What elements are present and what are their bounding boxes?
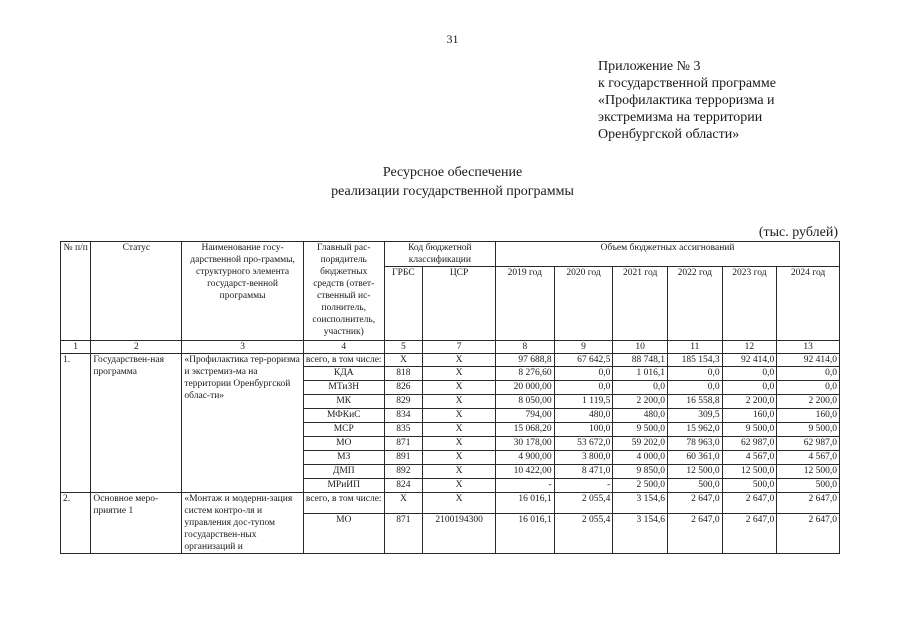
title-line: реализации государственной программы — [331, 184, 574, 199]
row-admin: МРиИП — [303, 479, 384, 493]
row-value: 9 500,0 — [722, 423, 777, 437]
row-value: 88 748,1 — [613, 354, 668, 367]
row-value: 0,0 — [777, 367, 840, 381]
row-value: 160,0 — [722, 409, 777, 423]
col-number: 3 — [182, 341, 303, 354]
resource-table — [60, 241, 840, 554]
row-csr: Х — [423, 423, 496, 437]
header-year: 2020 год — [554, 267, 613, 341]
row-value: 0,0 — [722, 367, 777, 381]
row-value: 0,0 — [722, 381, 777, 395]
row-value: 20 000,00 — [495, 381, 554, 395]
row-value: 500,0 — [667, 479, 722, 493]
row-value: 500,0 — [722, 479, 777, 493]
header-year: 2024 год — [777, 267, 840, 341]
col-number: 1 — [61, 341, 91, 354]
row-csr: Х — [423, 354, 496, 367]
row-value: 2 200,0 — [613, 395, 668, 409]
row-value: 16 016,1 — [495, 514, 554, 554]
row-value: 2 055,4 — [554, 493, 613, 514]
row-grbs: 871 — [384, 437, 422, 451]
row-value: 2 200,0 — [777, 395, 840, 409]
row-admin: КДА — [303, 367, 384, 381]
row-value: 1 119,5 — [554, 395, 613, 409]
row-value: 12 500,0 — [777, 465, 840, 479]
row-value: 2 647,0 — [667, 514, 722, 554]
appendix-line: «Профилактика терроризма и — [598, 93, 775, 108]
row-value: 97 688,8 — [495, 354, 554, 367]
row-status: Основное меро-приятие 1 — [91, 493, 182, 554]
header-code-group: Код бюджетной классификации — [384, 242, 495, 267]
col-number: 2 — [91, 341, 182, 354]
header-name: Наименование госу-дарственной про-граммы, структурного элемента государст-венной программы — [182, 242, 303, 341]
row-value: 15 962,0 — [667, 423, 722, 437]
header-volume-group: Объем бюджетных ассигнований — [495, 242, 839, 267]
row-csr: Х — [423, 381, 496, 395]
row-value: - — [495, 479, 554, 493]
document-title — [0, 163, 905, 201]
row-grbs: 818 — [384, 367, 422, 381]
row-value: 794,00 — [495, 409, 554, 423]
row-grbs: 834 — [384, 409, 422, 423]
title-line: Ресурсное обеспечение — [382, 165, 523, 180]
row-grbs: 892 — [384, 465, 422, 479]
appendix-line: экстремизма на территории — [598, 110, 763, 125]
header-year: 2021 год — [613, 267, 668, 341]
header-num: № п/п — [61, 242, 91, 341]
row-csr: Х — [423, 367, 496, 381]
row-value: 2 647,0 — [722, 514, 777, 554]
row-value: 3 154,6 — [613, 514, 668, 554]
row-value: 16 016,1 — [495, 493, 554, 514]
appendix-line: Приложение № 3 — [598, 59, 701, 74]
row-admin: всего, в том числе: — [303, 493, 384, 514]
row-value: 4 567,0 — [777, 451, 840, 465]
row-value: - — [554, 479, 613, 493]
header-year: 2022 год — [667, 267, 722, 341]
row-admin: всего, в том числе: — [303, 354, 384, 367]
row-value: 92 414,0 — [722, 354, 777, 367]
row-csr: Х — [423, 437, 496, 451]
row-grbs: 871 — [384, 514, 422, 554]
row-value: 160,0 — [777, 409, 840, 423]
row-value: 60 361,0 — [667, 451, 722, 465]
row-grbs: 824 — [384, 479, 422, 493]
row-value: 8 050,00 — [495, 395, 554, 409]
row-value: 3 154,6 — [613, 493, 668, 514]
row-value: 185 154,3 — [667, 354, 722, 367]
table-row — [61, 493, 840, 514]
row-admin: МТиЗН — [303, 381, 384, 395]
col-number: 4 — [303, 341, 384, 354]
row-csr: Х — [423, 493, 496, 514]
row-value: 62 987,0 — [722, 437, 777, 451]
row-admin: МО — [303, 437, 384, 451]
row-number: 2. — [61, 493, 91, 554]
units-label: (тыс. рублей) — [758, 225, 838, 240]
row-value: 0,0 — [554, 367, 613, 381]
row-csr: Х — [423, 465, 496, 479]
row-value: 4 000,0 — [613, 451, 668, 465]
row-admin: МСР — [303, 423, 384, 437]
row-value: 2 200,0 — [722, 395, 777, 409]
row-value: 78 963,0 — [667, 437, 722, 451]
row-value: 3 800,0 — [554, 451, 613, 465]
row-value: 2 055,4 — [554, 514, 613, 554]
row-grbs: 835 — [384, 423, 422, 437]
row-value: 0,0 — [777, 381, 840, 395]
row-csr: Х — [423, 451, 496, 465]
row-status: Государствен-ная программа — [91, 354, 182, 493]
row-admin: МО — [303, 514, 384, 554]
row-name: «Профилактика тер-роризма и экстремиз-ма на территории Оренбургской облас-ти» — [182, 354, 303, 493]
row-value: 9 850,0 — [613, 465, 668, 479]
table-body — [61, 354, 840, 554]
appendix-line: Оренбургской области» — [598, 127, 740, 142]
col-number: 7 — [423, 341, 496, 354]
row-value: 10 422,00 — [495, 465, 554, 479]
row-value: 2 500,0 — [613, 479, 668, 493]
row-admin: ДМП — [303, 465, 384, 479]
row-value: 4 567,0 — [722, 451, 777, 465]
row-csr: 2100194300 — [423, 514, 496, 554]
row-grbs: 829 — [384, 395, 422, 409]
row-value: 16 558,8 — [667, 395, 722, 409]
col-number: 10 — [613, 341, 668, 354]
row-value: 0,0 — [613, 381, 668, 395]
row-grbs: 891 — [384, 451, 422, 465]
col-number: 9 — [554, 341, 613, 354]
row-value: 9 500,0 — [613, 423, 668, 437]
row-value: 53 672,0 — [554, 437, 613, 451]
header-status: Статус — [91, 242, 182, 341]
row-value: 9 500,0 — [777, 423, 840, 437]
row-value: 92 414,0 — [777, 354, 840, 367]
row-value: 2 647,0 — [777, 493, 840, 514]
row-value: 309,5 — [667, 409, 722, 423]
row-value: 62 987,0 — [777, 437, 840, 451]
header-year: 2019 год — [495, 267, 554, 341]
row-csr: Х — [423, 409, 496, 423]
row-value: 8 471,0 — [554, 465, 613, 479]
col-number: 8 — [495, 341, 554, 354]
row-admin: МК — [303, 395, 384, 409]
row-grbs: Х — [384, 493, 422, 514]
row-value: 2 647,0 — [667, 493, 722, 514]
row-value: 12 500,0 — [667, 465, 722, 479]
header-admin: Главный рас-порядитель бюджетных средств (ответ-ственный ис-полнитель, соисполнитель, участник) — [303, 242, 384, 341]
col-number: 13 — [777, 341, 840, 354]
row-value: 8 276,60 — [495, 367, 554, 381]
row-value: 0,0 — [667, 367, 722, 381]
appendix-line: к государственной программе — [598, 76, 776, 91]
row-grbs: 826 — [384, 381, 422, 395]
row-value: 1 016,1 — [613, 367, 668, 381]
row-value: 500,0 — [777, 479, 840, 493]
header-csr: ЦСР — [423, 267, 496, 341]
row-value: 4 900,00 — [495, 451, 554, 465]
row-csr: Х — [423, 395, 496, 409]
row-admin: МЗ — [303, 451, 384, 465]
table-row — [61, 354, 840, 367]
row-value: 0,0 — [554, 381, 613, 395]
row-name: «Монтаж и модерни-зация систем контро-ля и управления дос-тупом государствен-ных организаций и — [182, 493, 303, 554]
column-number-row — [61, 341, 840, 354]
row-value: 480,0 — [613, 409, 668, 423]
row-value: 67 642,5 — [554, 354, 613, 367]
col-number: 12 — [722, 341, 777, 354]
col-number: 5 — [384, 341, 422, 354]
row-value: 12 500,0 — [722, 465, 777, 479]
row-admin: МФКиС — [303, 409, 384, 423]
row-value: 59 202,0 — [613, 437, 668, 451]
appendix-block — [598, 58, 776, 143]
table-header — [61, 242, 840, 354]
row-value: 2 647,0 — [722, 493, 777, 514]
header-year: 2023 год — [722, 267, 777, 341]
page-number: 31 — [446, 32, 459, 46]
row-value: 15 068,20 — [495, 423, 554, 437]
header-grbs: ГРБС — [384, 267, 422, 341]
row-csr: Х — [423, 479, 496, 493]
row-value: 30 178,00 — [495, 437, 554, 451]
row-value: 100,0 — [554, 423, 613, 437]
row-value: 2 647,0 — [777, 514, 840, 554]
row-value: 0,0 — [667, 381, 722, 395]
row-grbs: Х — [384, 354, 422, 367]
col-number: 11 — [667, 341, 722, 354]
row-value: 480,0 — [554, 409, 613, 423]
row-number: 1. — [61, 354, 91, 493]
